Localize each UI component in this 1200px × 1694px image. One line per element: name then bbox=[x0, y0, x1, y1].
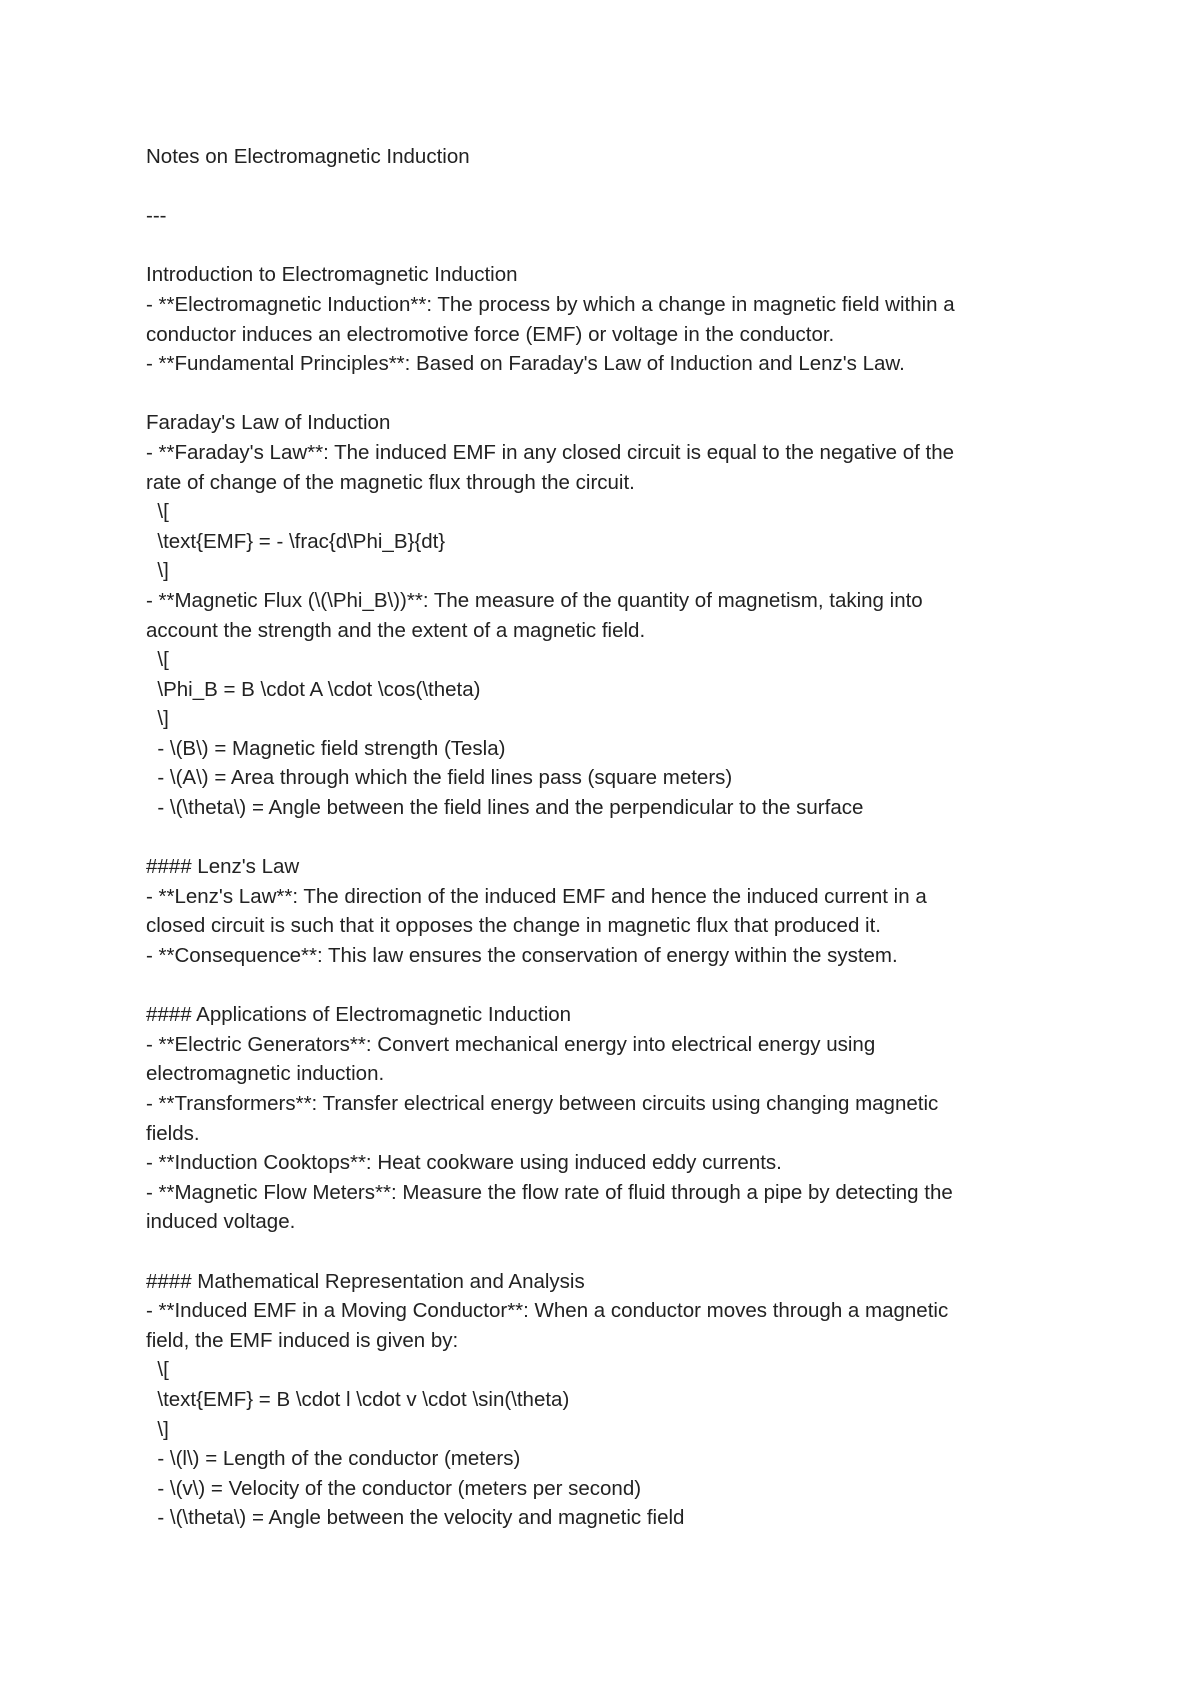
text-line: \] bbox=[146, 707, 169, 731]
blank-line bbox=[146, 971, 1066, 1001]
text-line: \] bbox=[146, 1417, 169, 1441]
blank-line bbox=[146, 1237, 1066, 1267]
text-line: - **Faraday's Law**: The induced EMF in any closed circuit is equal to the negative of the bbox=[146, 440, 955, 464]
blank-line bbox=[146, 379, 1066, 409]
text-line: - **Consequence**: This law ensures the conservation of energy within the system. bbox=[146, 944, 898, 968]
text-line: field, the EMF induced is given by: bbox=[146, 1328, 459, 1352]
text-line: - **Lenz's Law**: The direction of the induced EMF and hence the induced current in a bbox=[146, 884, 927, 908]
text-line: - **Induction Cooktops**: Heat cookware using induced eddy currents. bbox=[146, 1151, 782, 1175]
text-line: - \(\theta\) = Angle between the field lines and the perpendicular to the surface bbox=[146, 796, 864, 820]
text-line: \Phi_B = B \cdot A \cdot \cos(\theta) bbox=[146, 677, 481, 701]
text-line: - \(A\) = Area through which the field lines pass (square meters) bbox=[146, 766, 733, 790]
text-line: - **Magnetic Flow Meters**: Measure the flow rate of fluid through a pipe by detecting the bbox=[146, 1180, 953, 1204]
text-line: #### Mathematical Representation and Analysis bbox=[146, 1269, 585, 1293]
text-line: - \(v\) = Velocity of the conductor (meters per second) bbox=[146, 1476, 642, 1500]
blank-line bbox=[146, 231, 1066, 261]
text-line: - **Magnetic Flux (\(\Phi_B\))**: The measure of the quantity of magnetism, taking into bbox=[146, 588, 923, 612]
text-line: fields. bbox=[146, 1121, 200, 1145]
text-line: \] bbox=[146, 559, 169, 583]
text-line: conductor induces an electromotive force (EMF) or voltage in the conductor. bbox=[146, 322, 835, 346]
text-line: #### Applications of Electromagnetic Induction bbox=[146, 1003, 572, 1027]
text-line: - \(\theta\) = Angle between the velocity and magnetic field bbox=[146, 1506, 685, 1530]
text-line: - **Electric Generators**: Convert mechanical energy into electrical energy using bbox=[146, 1032, 876, 1056]
text-line: - **Electromagnetic Induction**: The process by which a change in magnetic field within a bbox=[146, 292, 955, 316]
text-line: - **Fundamental Principles**: Based on Faraday's Law of Induction and Lenz's Law. bbox=[146, 352, 905, 376]
text-line: \text{EMF} = B \cdot l \cdot v \cdot \sin(\theta) bbox=[146, 1387, 570, 1411]
text-line: induced voltage. bbox=[146, 1210, 296, 1234]
text-line: #### Lenz's Law bbox=[146, 855, 300, 879]
document-title: Notes on Electromagnetic Induction bbox=[146, 145, 470, 168]
text-line: - **Transformers**: Transfer electrical energy between circuits using changing magnetic bbox=[146, 1092, 939, 1115]
text-line: account the strength and the extent of a magnetic field. bbox=[146, 618, 646, 642]
text-line: - \(l\) = Length of the conductor (meters) bbox=[146, 1447, 521, 1471]
text-line: Introduction to Electromagnetic Induction bbox=[146, 263, 518, 287]
text-line: --- bbox=[146, 204, 167, 228]
text-line: \[ bbox=[146, 1358, 169, 1382]
text-line: electromagnetic induction. bbox=[146, 1062, 385, 1086]
text-line: rate of change of the magnetic flux through the circuit. bbox=[146, 470, 635, 494]
text-line: Faraday's Law of Induction bbox=[146, 411, 391, 435]
text-line: - \(B\) = Magnetic field strength (Tesla) bbox=[146, 736, 506, 760]
blank-line bbox=[146, 172, 1066, 202]
text-line: \[ bbox=[146, 500, 169, 524]
text-line: \text{EMF} = - \frac{d\Phi_B}{dt} bbox=[146, 529, 446, 553]
document-page bbox=[146, 142, 1066, 1533]
text-line: - **Induced EMF in a Moving Conductor**: When a conductor moves through a magnetic bbox=[146, 1299, 949, 1323]
text-line: closed circuit is such that it opposes the change in magnetic flux that produced it. bbox=[146, 914, 881, 938]
blank-line bbox=[146, 823, 1066, 853]
text-line: \[ bbox=[146, 648, 169, 672]
